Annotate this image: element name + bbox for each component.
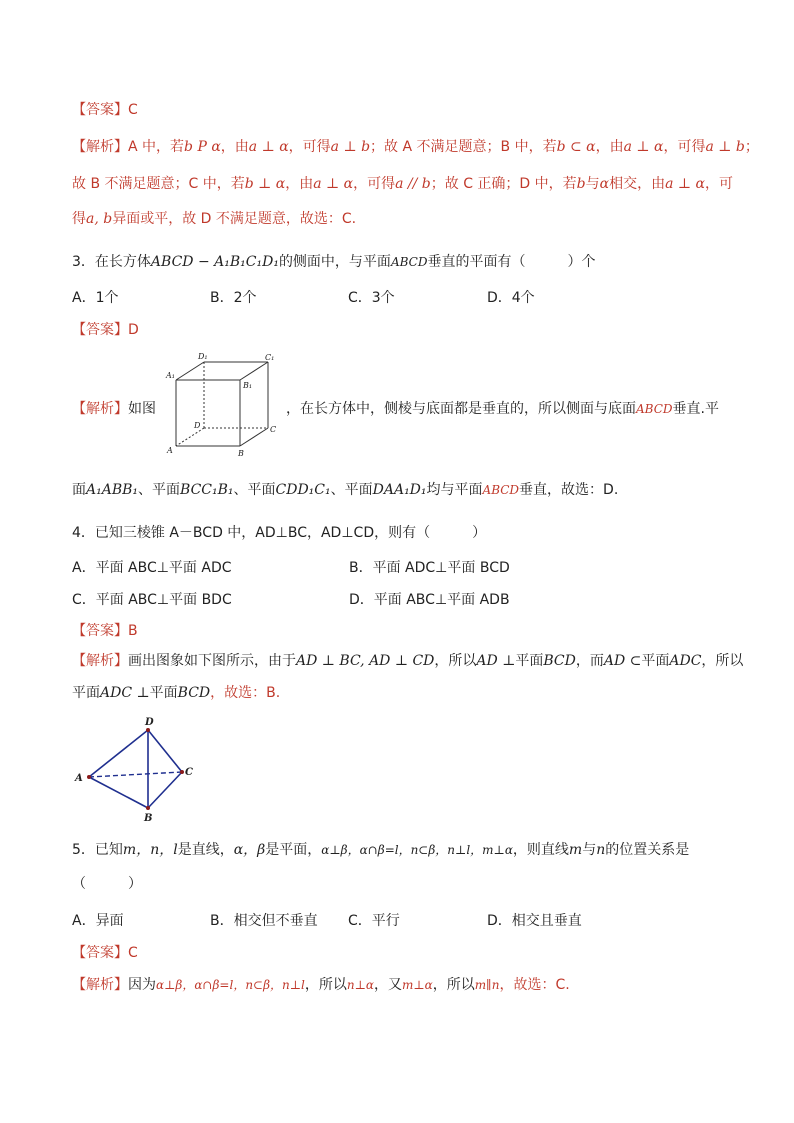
text: ； <box>744 139 759 155</box>
math: ADC <box>669 653 702 669</box>
text: 画出图象如下图所示，由于 <box>128 653 296 669</box>
math: BCD <box>543 653 576 669</box>
math: m∥n <box>474 978 500 992</box>
text: 异面或平，故 D 不满足题意，故选：C. <box>112 211 357 227</box>
text: 均与平面 <box>426 482 483 498</box>
text: 垂直的平面有（ ）个 <box>427 254 596 270</box>
cuboid-figure <box>162 350 282 460</box>
math: a ⊥ α <box>313 176 354 192</box>
answer-tag: 【答案】 <box>72 945 128 961</box>
text: 5．已知 <box>72 842 123 858</box>
text: 的位置关系是 <box>605 842 690 858</box>
math: ABCD <box>390 255 428 269</box>
answer-tag: 【答案】 <box>72 102 128 118</box>
question-3-option-c: C．3个 <box>348 290 395 306</box>
text: 与 <box>582 842 597 858</box>
math: a // b <box>395 176 431 192</box>
answer-q4 <box>72 621 138 641</box>
text: 故 B 不满足题意；C 中，若 <box>72 176 245 192</box>
text: 平面 <box>149 685 178 701</box>
text: 相交，由 <box>609 176 666 192</box>
answer-value: B <box>128 623 138 639</box>
vertex-label-a1: A₁ <box>166 371 175 380</box>
math: a ⊥ α <box>623 139 664 155</box>
question-4-option-d: D．平面 ABC⊥平面 ADB <box>349 592 510 608</box>
vertex-label-c1: C₁ <box>265 353 275 362</box>
text: ，而 <box>575 653 604 669</box>
question-5-option-d: D．相交且垂直 <box>487 913 582 929</box>
answer-q2 <box>72 100 138 120</box>
explanation-q5 <box>72 975 570 995</box>
answer-tag: 【答案】 <box>72 623 128 639</box>
text: ，可 <box>704 176 733 192</box>
math: ADC ⊥ <box>100 685 150 701</box>
answer-q5 <box>72 943 138 963</box>
text: ，可得 <box>353 176 396 192</box>
text: A 中，若 <box>128 139 185 155</box>
math: n <box>596 842 606 858</box>
math: b ⊥ α <box>244 176 286 192</box>
text: ，则直线 <box>512 842 569 858</box>
question-3-option-b: B．2个 <box>210 290 257 306</box>
text: ，所以 <box>434 653 477 669</box>
text: 如图 <box>128 401 156 417</box>
question-3-option-a: A．1个 <box>72 290 119 306</box>
math: b <box>576 176 586 192</box>
text: 是直线， <box>177 842 234 858</box>
text: ，可得 <box>663 139 706 155</box>
math: m <box>568 842 583 858</box>
text: 平面 <box>515 653 544 669</box>
explanation-tag: 【解析】 <box>72 653 128 669</box>
math: a ⊥ α <box>665 176 705 192</box>
text: 与 <box>585 176 600 192</box>
question-5-option-c: C．平行 <box>348 913 400 929</box>
math: a ⊥ b <box>705 139 745 155</box>
text: ，由 <box>220 139 249 155</box>
text: 3．在长方体 <box>72 254 151 270</box>
text: ，由 <box>285 176 314 192</box>
text: ，在长方体中，侧棱与底面都是垂直的，所以侧面与底面 <box>286 401 636 417</box>
question-3-option-d: D．4个 <box>487 290 535 306</box>
answer-q3 <box>72 320 139 340</box>
math: CDD₁C₁ <box>275 482 331 498</box>
answer-tag: 【答案】 <box>72 322 128 338</box>
question-5-stem <box>72 840 689 860</box>
math: ABCD <box>636 402 673 416</box>
question-5-option-b: B．相交但不垂直 <box>210 913 318 929</box>
answer-value: C <box>128 102 138 118</box>
math: n⊥α <box>346 978 375 992</box>
vertex-label-d: D <box>194 421 201 430</box>
explanation-tag: 【解析】 <box>72 977 128 993</box>
vertex-label-b: B <box>144 813 153 824</box>
text: 是平面， <box>265 842 322 858</box>
explanation-q4-line1 <box>72 651 743 671</box>
math: α <box>599 176 610 192</box>
math: α⊥β，α∩β=l，n⊂β，n⊥l <box>156 978 305 992</box>
explanation-q2-line3 <box>72 209 356 229</box>
explanation-q3-line1-right <box>286 399 719 419</box>
math: a ⊥ α <box>248 139 289 155</box>
text: 、平面 <box>138 482 181 498</box>
question-4-option-b: B．平面 ADC⊥平面 BCD <box>349 560 510 576</box>
text: ，故选：C. <box>499 977 570 993</box>
math: α⊥β，α∩β=l，n⊂β，n⊥l，m⊥α <box>321 843 513 857</box>
vertex-label-b: B <box>238 449 244 458</box>
explanation-tag: 【解析】 <box>72 401 128 417</box>
vertex-label-a: A <box>75 773 83 784</box>
question-5-option-a: A．异面 <box>72 913 124 929</box>
text: 因为 <box>128 977 156 993</box>
explanation-q3-line1-left <box>72 399 156 419</box>
question-4-stem: 4．已知三棱锥 A－BCD 中，AD⊥BC，AD⊥CD，则有（ ） <box>72 525 487 541</box>
explanation-q2-line1 <box>72 137 759 157</box>
text: 得 <box>72 211 86 227</box>
text: 、平面 <box>330 482 373 498</box>
text: 面 <box>72 482 86 498</box>
text: ，由 <box>595 139 624 155</box>
math: m⊥α <box>402 978 433 992</box>
answer-value: D <box>128 322 139 338</box>
text: 的侧面中，与平面 <box>278 254 391 270</box>
text: 、平面 <box>233 482 276 498</box>
math: BCD <box>177 685 211 701</box>
math: DAA₁D₁ <box>372 482 427 498</box>
question-4-option-a: A．平面 ABC⊥平面 ADC <box>72 560 232 576</box>
math: BCC₁B₁ <box>180 482 234 498</box>
math: AD ⊥ BC, AD ⊥ CD <box>296 653 435 669</box>
explanation-q4-line2 <box>72 683 280 703</box>
text: ，又 <box>374 977 403 993</box>
math: A₁ABB₁ <box>86 482 139 498</box>
text: ，可得 <box>288 139 331 155</box>
explanation-q3-line2 <box>72 480 618 500</box>
vertex-label-a: A <box>167 446 173 455</box>
question-5-stem-line2: （ ） <box>72 876 142 892</box>
math: α，β <box>233 842 266 858</box>
vertex-label-d1: D₁ <box>198 352 208 361</box>
text: ，所以 <box>304 977 347 993</box>
text: ；故 A 不满足题意；B 中，若 <box>370 139 557 155</box>
text: ；故 C 正确；D 中，若 <box>430 176 577 192</box>
text: 垂直，故选：D. <box>519 482 619 498</box>
math: b P α <box>184 139 221 155</box>
answer-value: C <box>128 945 138 961</box>
math: AD ⊥ <box>476 653 516 669</box>
vertex-label-d: D <box>145 717 154 728</box>
tetrahedron-figure <box>72 714 202 824</box>
text: ，所以 <box>701 653 744 669</box>
explanation-q2-line2 <box>72 174 733 194</box>
text: 垂直.平 <box>672 401 719 417</box>
math: a, b <box>86 211 113 227</box>
text: 平面 <box>72 685 100 701</box>
text: ，所以 <box>432 977 475 993</box>
question-3-stem <box>72 252 595 272</box>
vertex-label-b1: B₁ <box>243 381 253 390</box>
text: 平面 <box>641 653 670 669</box>
vertex-label-c: C <box>185 767 193 778</box>
math: m，n，l <box>122 842 178 858</box>
math: AD ⊂ <box>603 653 642 669</box>
math: ABCD − A₁B₁C₁D₁ <box>150 254 279 270</box>
math: b ⊂ α <box>556 139 596 155</box>
text: ，故选：B. <box>210 685 281 701</box>
math: a ⊥ b <box>330 139 371 155</box>
vertex-label-c: C <box>270 425 277 434</box>
math: ABCD <box>482 483 520 497</box>
question-4-option-c: C．平面 ABC⊥平面 BDC <box>72 592 232 608</box>
explanation-tag: 【解析】 <box>72 139 128 155</box>
